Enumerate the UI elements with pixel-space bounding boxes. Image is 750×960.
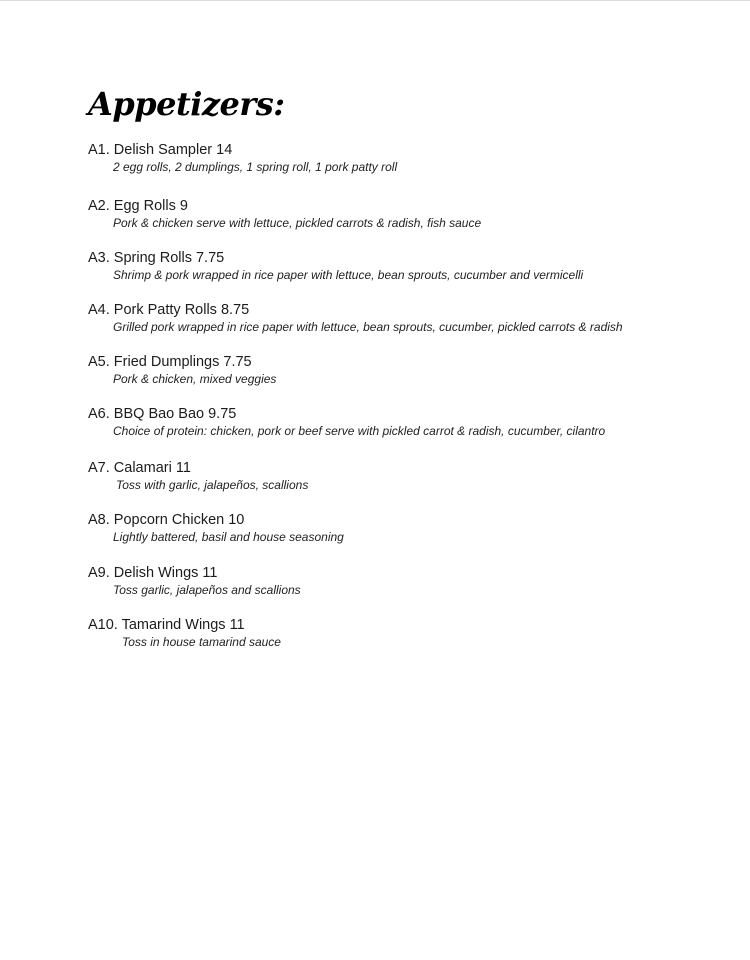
menu-item-a5 <box>88 353 728 387</box>
menu-item-description: Toss in house tamarind sauce <box>122 635 281 649</box>
menu-item-description: Lightly battered, basil and house seasoning <box>113 530 344 544</box>
menu-item-name: A5. Fried Dumplings 7.75 <box>88 354 252 370</box>
menu-item-a8 <box>88 511 728 545</box>
menu-item-description: Pork & chicken, mixed veggies <box>113 372 277 386</box>
menu-item-a7 <box>88 459 728 493</box>
menu-item-description: Toss with garlic, jalapeños, scallions <box>116 478 309 492</box>
menu-item-description: Pork & chicken serve with lettuce, pickled carrots & radish, fish sauce <box>113 216 482 230</box>
menu-item-a9 <box>88 564 728 598</box>
menu-item-a4 <box>88 301 728 335</box>
menu-item-name: A10. Tamarind Wings 11 <box>88 617 245 633</box>
menu-item-description: Grilled pork wrapped in rice paper with lettuce, bean sprouts, cucumber, pickled carrots & radish <box>113 320 623 334</box>
menu-item-name: A6. BBQ Bao Bao 9.75 <box>88 406 237 422</box>
menu-item-name: A1. Delish Sampler 14 <box>88 142 233 158</box>
menu-item-a3 <box>88 249 728 283</box>
menu-item-name: A3. Spring Rolls 7.75 <box>88 250 225 266</box>
menu-item-name: A4. Pork Patty Rolls 8.75 <box>88 302 250 318</box>
menu-item-description: Toss garlic, jalapeños and scallions <box>113 583 301 597</box>
menu-item-name: A2. Egg Rolls 9 <box>88 198 188 214</box>
menu-item-a10 <box>88 616 728 650</box>
menu-item-a6 <box>88 405 728 439</box>
menu-heading: Appetizers: <box>88 85 285 123</box>
menu-item-name: A8. Popcorn Chicken 10 <box>88 512 245 528</box>
menu-item-description: Choice of protein: chicken, pork or beef serve with pickled carrot & radish, cucumber, cilantro <box>113 424 606 438</box>
menu-item-description: 2 egg rolls, 2 dumplings, 1 spring roll, 1 pork patty roll <box>113 160 398 174</box>
menu-item-name: A9. Delish Wings 11 <box>88 565 218 581</box>
menu-item-description: Shrimp & pork wrapped in rice paper with lettuce, bean sprouts, cucumber and vermicelli <box>113 268 584 282</box>
menu-item-name: A7. Calamari 11 <box>88 460 191 476</box>
menu-item-a2 <box>88 197 728 231</box>
menu-item-a1 <box>88 141 728 175</box>
